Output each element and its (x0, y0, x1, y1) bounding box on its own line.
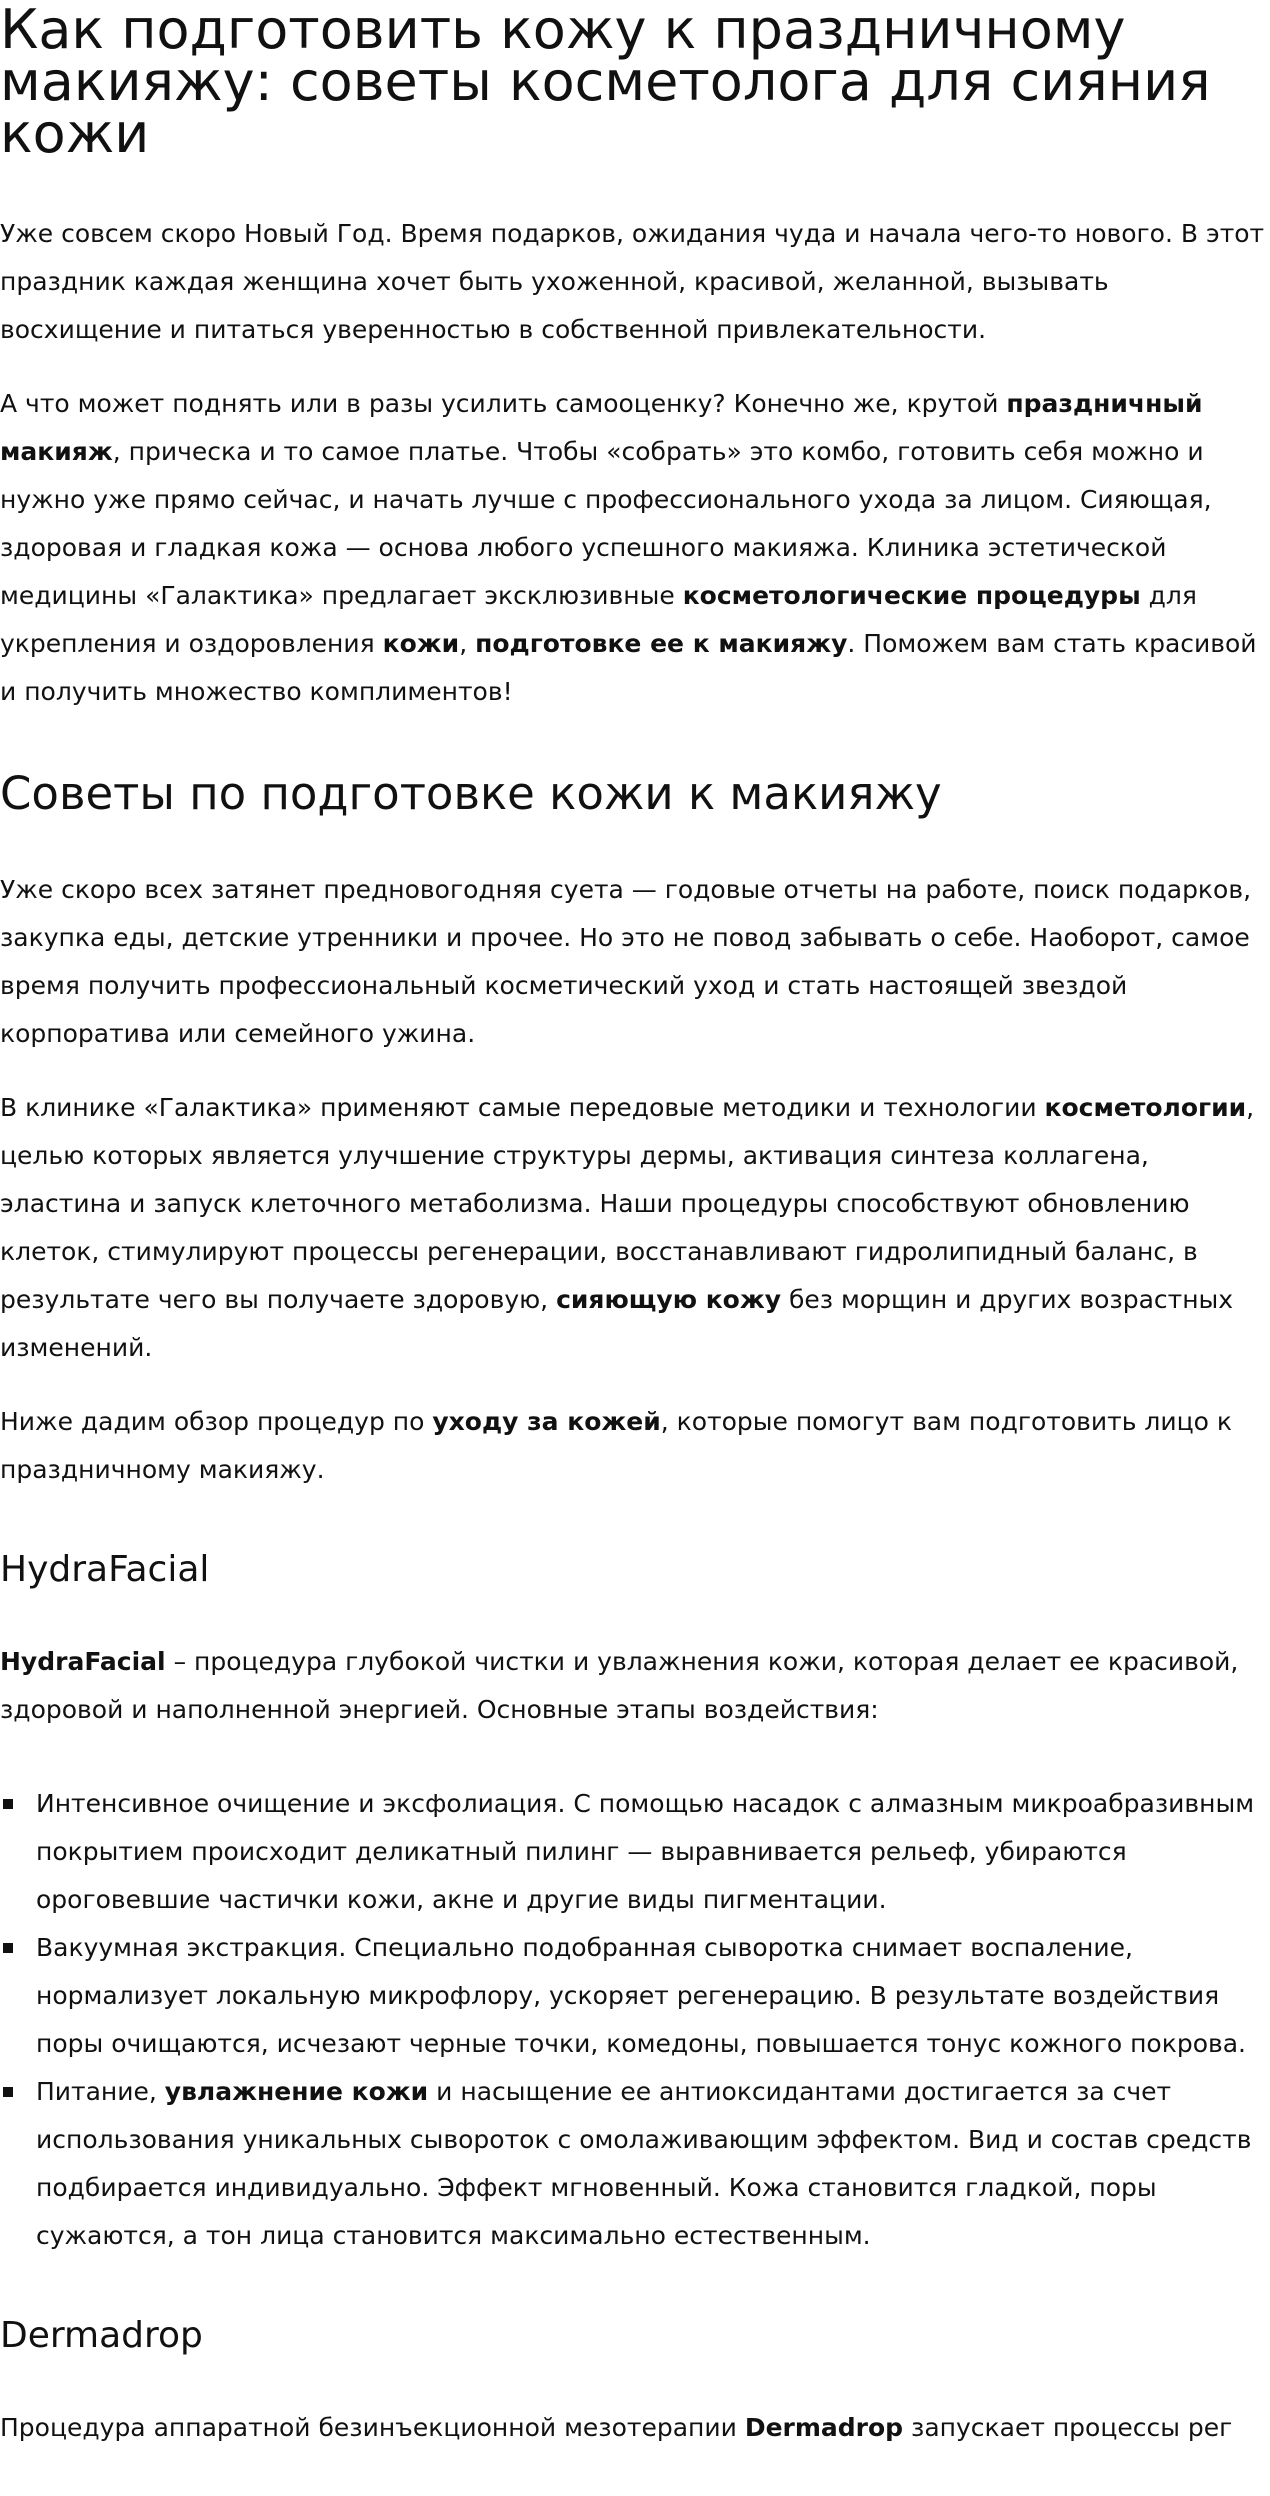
bold-term-skin-moisturizing: увлажнение кожи (164, 2077, 429, 2106)
list-item (0, 1924, 1270, 2068)
text-fragment: А что может поднять или в разы усилить самооценку? Конечно же, крутой (0, 389, 1007, 418)
section-heading-dermadrop: Dermadrop (0, 2315, 203, 2356)
text-fragment: без морщин и других возрастных изменений. (0, 1285, 1234, 1362)
section-heading-tips: Советы по подготовке кожи к макияжу (0, 767, 942, 820)
hydrafacial-steps-list (0, 1780, 1270, 2260)
bold-term-cosmetology: косметологии (1044, 1093, 1247, 1122)
text-fragment: – процедура глубокой чистки и увлажнения кожи, которая делает ее красивой, здоровой и наполненной энергией. Основные этапы воздействия: (0, 1647, 1239, 1724)
text-fragment: , (459, 629, 476, 658)
square-bullet-icon (3, 1943, 13, 1953)
bold-term-dermadrop: Dermadrop (744, 2413, 904, 2442)
text-fragment: запускает процессы рег (903, 2413, 1233, 2442)
text-fragment: Процедура аппаратной безинъекционной мезотерапии (0, 2413, 745, 2442)
dermadrop-paragraph (0, 2404, 1270, 2452)
intro-paragraph-2 (0, 380, 1270, 716)
bold-term-hydrafacial: HydraFacial (0, 1647, 166, 1676)
list-item-text: Вакуумная экстракция. Специально подобранная сыворотка снимает воспаление, нормализует локальную микрофлору, ускоряет регенерацию. В результате воздействия поры очищаются, исчезают черные точки, комедоны, повышается тонус кожного покрова. (36, 1933, 1246, 2058)
hydrafacial-paragraph (0, 1638, 1270, 1734)
tips-paragraph-2 (0, 1084, 1270, 1372)
text-fragment: , которые помогут вам подготовить лицо к праздничному макияжу. (0, 1407, 1232, 1484)
list-item (0, 2068, 1270, 2260)
bold-term-glowing-skin: сияющую кожу (556, 1285, 782, 1314)
list-item (0, 1780, 1270, 1924)
text-fragment: Питание, (36, 2077, 165, 2106)
square-bullet-icon (3, 1799, 13, 1809)
text-fragment: В клинике «Галактика» применяют самые передовые методики и технологии (0, 1093, 1045, 1122)
text-fragment: , прическа и то самое платье. Чтобы «собрать» это комбо, готовить себя можно и нужно уже прямо сейчас, и начать лучше с профессионального ухода за лицом. Сияющая, здоровая и гладкая кожа — основа любого успешного макияжа. Клиника эстетической медицины «Галактика» предлагает эксклюзивные (0, 437, 1212, 610)
square-bullet-icon (3, 2087, 13, 2097)
text-fragment: , целью которых является улучшение структуры дермы, активация синтеза коллагена, эластина и запуск клеточного метаболизма. Наши процедуры способствуют обновлению клеток, стимулируют процессы регенерации, восстанавливают гидролипидный баланс, в результате чего вы получаете здоровую, (0, 1093, 1255, 1314)
list-item-text: Интенсивное очищение и эксфолиация. С помощью насадок с алмазным микроабразивным покрытием происходит деликатный пилинг — выравнивается рельеф, убираются ороговевшие частички кожи, акне и другие виды пигментации. (36, 1789, 1255, 1914)
text-fragment: Ниже дадим обзор процедур по (0, 1407, 433, 1436)
article-title: Как подготовить кожу к праздничному макияжу: советы косметолога для сияния кожи (0, 0, 1211, 165)
bold-term-cosmetology-procedures: косметологические процедуры (682, 581, 1141, 610)
bold-term-skin-care: уходу за кожей (432, 1407, 661, 1436)
text-fragment: для укрепления и оздоровления (0, 581, 1197, 658)
tips-paragraph-1: Уже скоро всех затянет предновогодняя суета — годовые отчеты на работе, поиск подарков, закупка еды, детские утренники и прочее. Но это не повод забывать о себе. Наоборот, самое время получить профессиональный косметический уход и стать настоящей звездой корпоратива или семейного ужина. (0, 875, 1252, 1048)
section-heading-hydrafacial: HydraFacial (0, 1549, 210, 1590)
intro-paragraph-1: Уже совсем скоро Новый Год. Время подарков, ожидания чуда и начала чего-то нового. В этот праздник каждая женщина хочет быть ухоженной, красивой, желанной, вызывать восхищение и питаться уверенностью в собственной привлекательности. (0, 219, 1265, 344)
bold-term-makeup-prep: подготовке ее к макияжу (475, 629, 848, 658)
text-fragment: и насыщение ее антиоксидантами достигается за счет использования уникальных сывороток с омолаживающим эффектом. Вид и состав средств подбирается индивидуально. Эффект мгновенный. Кожа становится гладкой, поры сужаются, а тон лица становится максимально естественным. (36, 2077, 1252, 2250)
bold-term-holiday-makeup: праздничный макияж (0, 389, 1203, 466)
text-fragment: . Поможем вам стать красивой и получить множество комплиментов! (0, 629, 1257, 706)
tips-paragraph-3 (0, 1398, 1270, 1494)
bold-term-skin: кожи (382, 629, 460, 658)
